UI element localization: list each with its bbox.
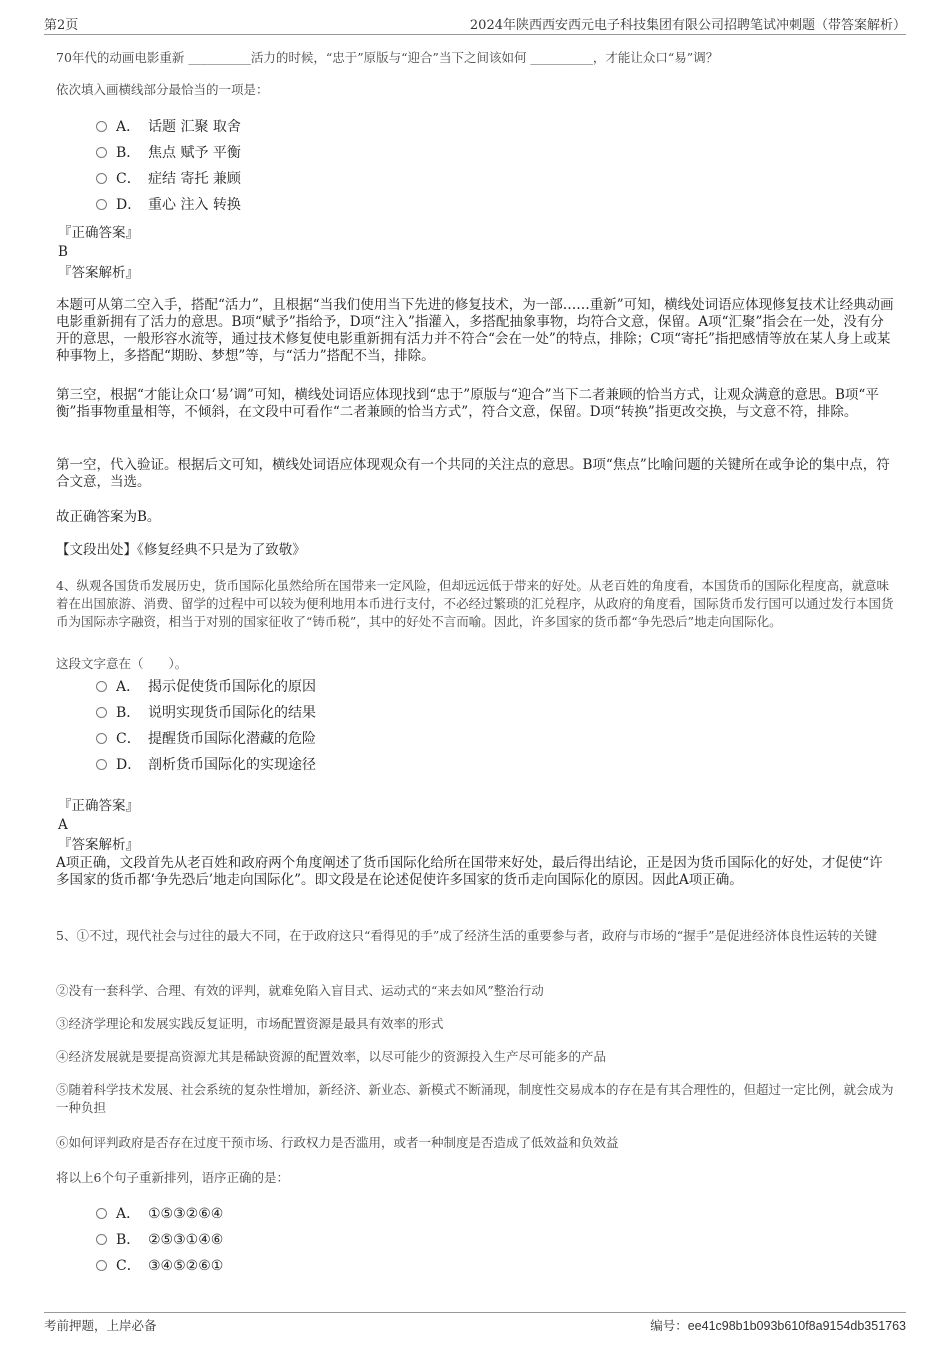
- page-header: [44, 14, 906, 35]
- q5-option-b[interactable]: [96, 1230, 223, 1250]
- footer-slogan: 考前押题，上岸必备: [44, 1318, 157, 1333]
- option-label: A．: [116, 119, 141, 135]
- q3-option-a[interactable]: [96, 117, 241, 137]
- option-label: C．: [116, 1258, 141, 1274]
- option-text: ③④⑤②⑥①: [148, 1258, 224, 1274]
- document-code: [650, 1316, 906, 1334]
- option-text: ①⑤③②⑥④: [148, 1206, 224, 1222]
- document-title: 2024年陕西西安西元电子科技集团有限公司招聘笔试冲刺题（带答案解析）: [469, 18, 906, 33]
- option-label: D．: [116, 197, 142, 213]
- q3-analysis-heading: 『答案解析』: [58, 265, 139, 281]
- q4-option-a[interactable]: [96, 677, 316, 697]
- code-value: ee41c98b1b093b610f8a9154db351763: [687, 1319, 906, 1333]
- option-label: A．: [116, 679, 141, 695]
- radio-icon[interactable]: [96, 173, 107, 184]
- option-text: ②⑤③①④⑥: [148, 1232, 224, 1248]
- q4-analysis: A项正确，文段首先从老百姓和政府两个角度阐述了货币国际化给所在国带来好处，最后得出结论，正是因为货币国际化的好处，才促使“许多国家的货币都‘争先恐后’地走向国际化”。即文段是在论述促使许多国家的货币走向国际化的原因。因此A项正确。: [56, 855, 883, 888]
- page-footer: [44, 1312, 906, 1333]
- q3-source: 【文段出处】《修复经典不只是为了致敬》: [56, 542, 306, 558]
- q5-option-c[interactable]: [96, 1256, 223, 1276]
- radio-icon[interactable]: [96, 147, 107, 158]
- option-label: B．: [116, 145, 141, 161]
- option-label: B．: [116, 1232, 141, 1248]
- q3-stem: 70年代的动画电影重新 __________活力的时候，“忠于”原版与“迎合”当下之间该如何 __________，才能让众口“易”调？: [56, 50, 719, 65]
- option-label: A．: [116, 1206, 141, 1222]
- q5-sentence: ②没有一套科学、合理、有效的评判，就难免陷入盲目式、运动式的“来去如风”整治行动: [56, 983, 544, 998]
- radio-icon[interactable]: [96, 121, 107, 132]
- option-text: 症结 寄托 兼顾: [148, 171, 241, 187]
- q4-answer: A: [58, 817, 68, 833]
- q3-analysis-paragraph: 第三空，根据“才能让众口‘易’调”可知，横线处词语应体现找到“忠于”原版与“迎合”当下二者兼顾的恰当方式，让观众满意的意思。B项“平衡”指事物重量相等，不倾斜，在文段中可看作“二者兼顾的恰当方式”，符合文意，保留。D项“转换”指更改交换，与文意不符，排除。: [56, 387, 879, 420]
- radio-icon[interactable]: [96, 1234, 107, 1245]
- option-text: 剖析货币国际化的实现途径: [148, 757, 316, 773]
- radio-icon[interactable]: [96, 707, 107, 718]
- q3-analysis-conclusion: 故正确答案为B。: [56, 509, 161, 525]
- option-text: 话题 汇聚 取舍: [148, 119, 241, 135]
- q4-instruction: 这段文字意在（ ）。: [56, 656, 188, 671]
- q3-analysis-paragraph: 本题可从第二空入手，搭配“活力”，且根据“当我们使用当下先进的修复技术，为一部……重新”可知，横线处词语应体现修复技术让经典动画电影重新拥有了活力的意思。B项“赋予”指给予，D项“注入”指灌入，多搭配抽象事物，均符合文意，保留。A项“汇聚”指会在一处，没有分开的意思，一般形容水流等，通过技术修复使电影重新拥有活力并不符合“会在一处”的特点，排除；C项“寄托”指把感情等放在某人身上或某种事物上，多搭配“期盼、梦想”等，与“活力”搭配不当，排除。: [56, 297, 894, 364]
- q3-option-c[interactable]: [96, 169, 241, 189]
- q4-option-c[interactable]: [96, 729, 316, 749]
- q3-answer-heading: 『正确答案』: [58, 225, 139, 241]
- q3-answer: B: [58, 244, 68, 260]
- q4-analysis-heading: 『答案解析』: [58, 837, 139, 853]
- option-text: 揭示促使货币国际化的原因: [148, 679, 316, 695]
- option-text: 重心 注入 转换: [148, 197, 241, 213]
- q4-stem: 4、纵观各国货币发展历史，货币国际化虽然给所在国带来一定风险，但却远远低于带来的好处。从老百姓的角度看，本国货币的国际化程度高，就意味着在出国旅游、消费、留学的过程中可以较为便利地用本币进行支付，不必经过繁琐的汇兑程序，从政府的角度看，国际货币发行国可以通过发行本国货币为国际赤字融资，相当于对别的国家征收了“铸币税”，其中的好处不言而喻。因此，许多国家的货币都“争先恐后”地走向国际化。: [56, 578, 894, 629]
- option-text: 提醒货币国际化潜藏的危险: [148, 731, 316, 747]
- option-label: C．: [116, 731, 141, 747]
- q5-sentence: ④经济发展就是要提高资源尤其是稀缺资源的配置效率，以尽可能少的资源投入生产尽可能多的产品: [56, 1049, 607, 1064]
- radio-icon[interactable]: [96, 759, 107, 770]
- q5-sentence: ⑤随着科学技术发展、社会系统的复杂性增加，新经济、新业态、新模式不断涌现，制度性交易成本的存在是有其合理性的，但超过一定比例，就会成为一种负担: [56, 1082, 894, 1115]
- q3-option-d[interactable]: [96, 195, 241, 215]
- q4-option-b[interactable]: [96, 703, 316, 723]
- radio-icon[interactable]: [96, 1208, 107, 1219]
- option-label: C．: [116, 171, 141, 187]
- radio-icon[interactable]: [96, 733, 107, 744]
- option-label: D．: [116, 757, 142, 773]
- q3-analysis-paragraph: 第一空，代入验证。根据后文可知，横线处词语应体现观众有一个共同的关注点的意思。B项“焦点”比喻问题的关键所在或争论的集中点，符合文意，当选。: [56, 457, 890, 490]
- q5-instruction: 将以上6个句子重新排列，语序正确的是：: [56, 1170, 289, 1185]
- q3-instruction: 依次填入画横线部分最恰当的一项是：: [56, 82, 269, 97]
- q5-intro: 5、①不过，现代社会与过往的最大不同，在于政府这只“看得见的手”成了经济生活的重要参与者，政府与市场的“握手”是促进经济体良性运转的关键: [56, 928, 878, 943]
- radio-icon[interactable]: [96, 1260, 107, 1271]
- q3-option-b[interactable]: [96, 143, 241, 163]
- code-label: 编号：: [650, 1318, 688, 1333]
- radio-icon[interactable]: [96, 681, 107, 692]
- q4-answer-heading: 『正确答案』: [58, 798, 139, 814]
- radio-icon[interactable]: [96, 199, 107, 210]
- q5-option-a[interactable]: [96, 1204, 223, 1224]
- option-label: B．: [116, 705, 141, 721]
- q5-sentence: ⑥如何评判政府是否存在过度干预市场、行政权力是否滥用，或者一种制度是否造成了低效益和负效益: [56, 1135, 619, 1150]
- q5-sentence: ③经济学理论和发展实践反复证明，市场配置资源是最具有效率的形式: [56, 1016, 444, 1031]
- option-text: 说明实现货币国际化的结果: [148, 705, 316, 721]
- q4-option-d[interactable]: [96, 755, 316, 775]
- page-number: 第2页: [44, 18, 79, 33]
- option-text: 焦点 赋予 平衡: [148, 145, 241, 161]
